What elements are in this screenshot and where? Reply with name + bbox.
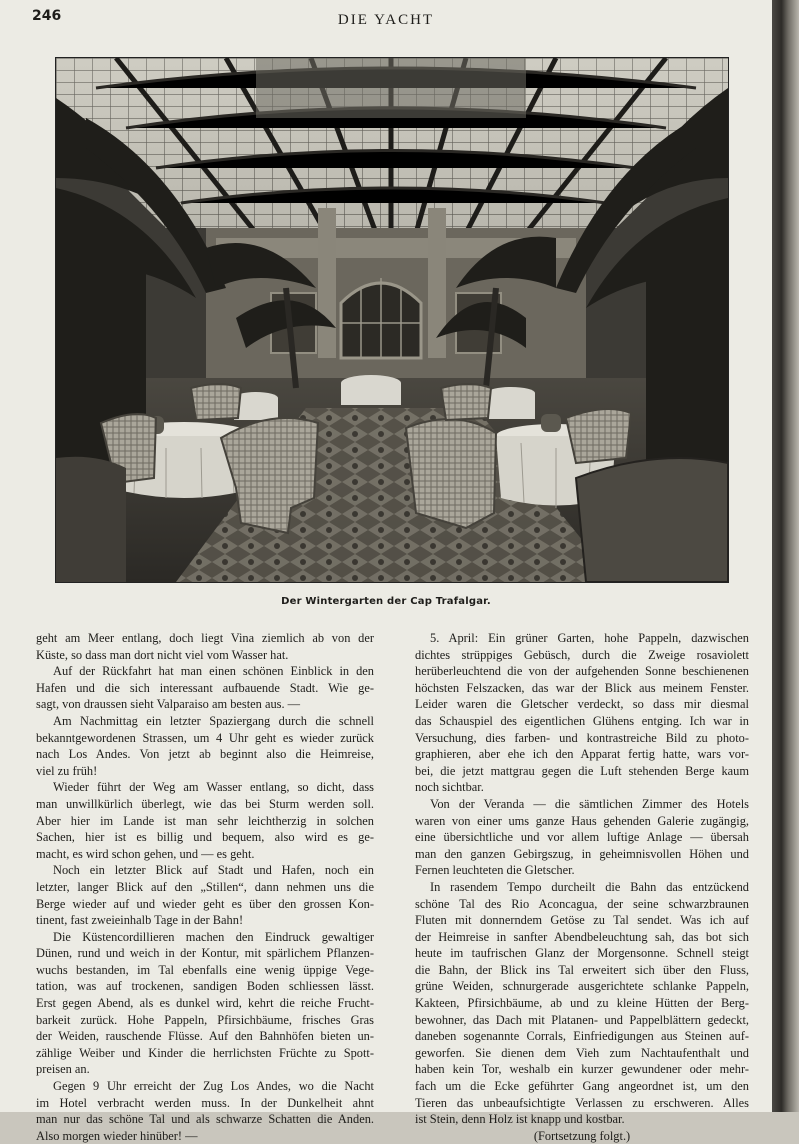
text-line: höchsten Felszacken, das war der Blick aus meinem Fenster.: [415, 680, 749, 695]
text-line: 5. April: Ein grüner Garten, hohe Pappeln, dazwischen: [430, 631, 749, 645]
text-line: waren von einer ums ganze Haus gehenden Galerie zugängig,: [415, 813, 749, 828]
text-line: der Weiden, rauschende Flüsse. Auf den Bahnhöfen bieten un-: [36, 1029, 374, 1044]
book-binding-edge: [772, 0, 799, 1112]
text-line: man unwillkürlich überlegt, wie das bei Sturm werden soll.: [36, 796, 374, 811]
wintergarden-photo: [55, 57, 729, 583]
text-line: bei, die jetzt mattgrau gegen die Luft stehenden Berge kaum: [415, 763, 749, 778]
text-line: ist Stein, denn Holz ist knapp und kostbar.: [415, 1112, 625, 1127]
text-line: bewohner, das Dach mit Platanen- und Pappelblättern gedeckt,: [415, 1012, 749, 1027]
running-head: DIE YACHT: [337, 12, 435, 28]
text-line: Wieder führt der Weg am Wasser entlang, so dicht, dass: [53, 780, 374, 795]
text-line: zählige Weiber und Kinder die herrlichsten Früchte zu Spott-: [36, 1045, 374, 1060]
text-line: daneben sogenannte Corrals, Einfriedigungen aus Steinen auf-: [415, 1029, 749, 1044]
text-line: schöne Tal des Rio Aconcagua, der seine schwarzbraunen: [415, 896, 749, 911]
photo-caption: Der Wintergarten der Cap Trafalgar.: [281, 596, 491, 607]
text-line: Tieren das unbeaufsichtigte Verlassen zu erschweren. Alles: [415, 1095, 749, 1110]
text-line: noch sichtbar.: [415, 780, 484, 795]
text-line: Die Küstencordillieren machen den Eindruck gewaltiger: [53, 929, 374, 944]
text-line: herüberleuchtend die von der aufgehenden Sonne beschienenen: [415, 664, 749, 679]
text-line: Kakteen, Pfirsichbäume, ab und zu kleine Hütten der Berg-: [415, 996, 749, 1011]
text-line: Küste, so dass man dort nicht viel vom Wasser hat.: [36, 647, 289, 662]
text-line: im Hotel verbracht werden muss. In der Dunkelheit ahnt: [36, 1095, 374, 1110]
text-line: In rasendem Tempo durcheilt die Bahn das entzückend: [430, 879, 749, 894]
text-line: Aber hier im Lande ist man sehr leichtherzig in solchen: [36, 813, 374, 828]
text-line: nach Los Andes. Von jetzt ab beginnt also die Heimreise,: [36, 747, 374, 762]
text-line: Von der Veranda — die sämtlichen Zimmer des Hotels: [430, 796, 749, 811]
text-line: Fluten mit donnerndem Getöse zu Tal sendet. Was ich auf: [415, 913, 749, 928]
text-line: Sachen, hier ist es billig und bequem, also wird es ge-: [36, 830, 374, 845]
text-line: man nur das schöne Tal und als schwarze Schatten die Anden.: [36, 1112, 374, 1127]
text-line: dichtes strüppiges Gebüsch, durch die Zweige rosaviolett: [415, 647, 749, 662]
text-line: tinent, fast zweieinhalb Tage in der Bahn!: [36, 913, 244, 928]
text-line: sagt, von draussen sieht Valparaiso am besten aus. —: [36, 697, 301, 712]
text-line: Erst gegen Abend, als es dunkel wird, kehrt die reiche Frucht-: [36, 996, 374, 1011]
text-line: preisen an.: [36, 1062, 90, 1077]
text-line: Fernen leuchteten die Gletscher.: [415, 863, 575, 878]
text-line: man den ganzen Gebirgszug, in geheimnisvollen Höhen und: [415, 846, 749, 861]
text-line: Also morgen wieder hinüber! —: [36, 1128, 198, 1143]
text-line: geworfen. Sie dienen dem Vieh zum Nachtaufenthalt und: [415, 1045, 749, 1060]
text-line: grüne Weiden, schnurgerade ausgerichtete schlanke Pappeln,: [415, 979, 749, 994]
text-line: Gegen 9 Uhr erreicht der Zug Los Andes, wo die Nacht: [53, 1079, 374, 1094]
page-number: 246: [32, 8, 62, 24]
text-line: Versuchung, dies farben- und kontrastreiche Bild zu photo-: [415, 730, 749, 745]
text-line: bekanntgewordenen Strassen, um 4 Uhr geht es wieder zurück: [36, 730, 374, 745]
text-line: Am Nachmittag ein letzter Spaziergang durch die schnell: [53, 713, 374, 728]
text-line: Hafen und die sich interessant aufbauende Stadt. Wie ge-: [36, 680, 374, 695]
text-line: eine übersichtliche und vor allem luftige Anlage — übersah: [415, 830, 749, 845]
text-line: wuchs bestanden, im Tal ebenfalls eine wenig üppige Vege-: [36, 962, 374, 977]
text-line: Berge wieder auf und wieder geht es über den grossen Kon-: [36, 896, 374, 911]
text-line: heute im taufrischen Glanz der Morgensonne. Schnell steigt: [415, 946, 749, 961]
text-line: Auf der Rückfahrt hat man einen schönen Einblick in den: [53, 664, 374, 679]
text-line: die Bahn, der Blick ins Tal erweitert sich über den Fluss,: [415, 962, 749, 977]
text-line: macht, es wird schon gehen, und — es geht.: [36, 846, 255, 861]
text-line: Leider waren die Gletscher verdeckt, so dass mir diesmal: [415, 697, 749, 712]
text-line: der Heimreise in sanfter Abendbeleuchtung sah, das bot sich: [415, 929, 749, 944]
text-line: haben kein Tor, weshalb ein kurzer gewundener oder mehr-: [415, 1062, 749, 1077]
text-line: Noch ein letzter Blick auf Stadt und Hafen, noch ein: [53, 863, 374, 878]
text-line: tation, was auf trockenen, sandigen Boden schliessen lässt.: [36, 979, 374, 994]
continuation-note: (Fortsetzung folgt.): [533, 1128, 631, 1143]
text-line: barkeit zurück. Hohe Pappeln, Pfirsichbäume, frisches Gras: [36, 1012, 374, 1027]
text-line: viel zu früh!: [36, 763, 98, 778]
text-line: Dünen, rund und weich in der Kontur, mit spärlichem Pflanzen-: [36, 946, 374, 961]
text-column-right: [415, 630, 749, 1144]
text-line: das Schauspiel des eigentlichen Glühens entging. Ich war in: [415, 713, 749, 728]
text-line: graphieren, aber ehe ich den Apparat fertig hatte, wars vor-: [415, 747, 749, 762]
text-line: letzter, langer Blick auf den „Stillen“, dann nehmen uns die: [36, 879, 374, 894]
text-line: geht am Meer entlang, doch liegt Vina ziemlich ab von der: [36, 631, 374, 645]
text-line: fach um die Ecke geführter Gang angeordnet ist, um den: [415, 1079, 749, 1094]
text-column-left: [36, 630, 374, 1144]
